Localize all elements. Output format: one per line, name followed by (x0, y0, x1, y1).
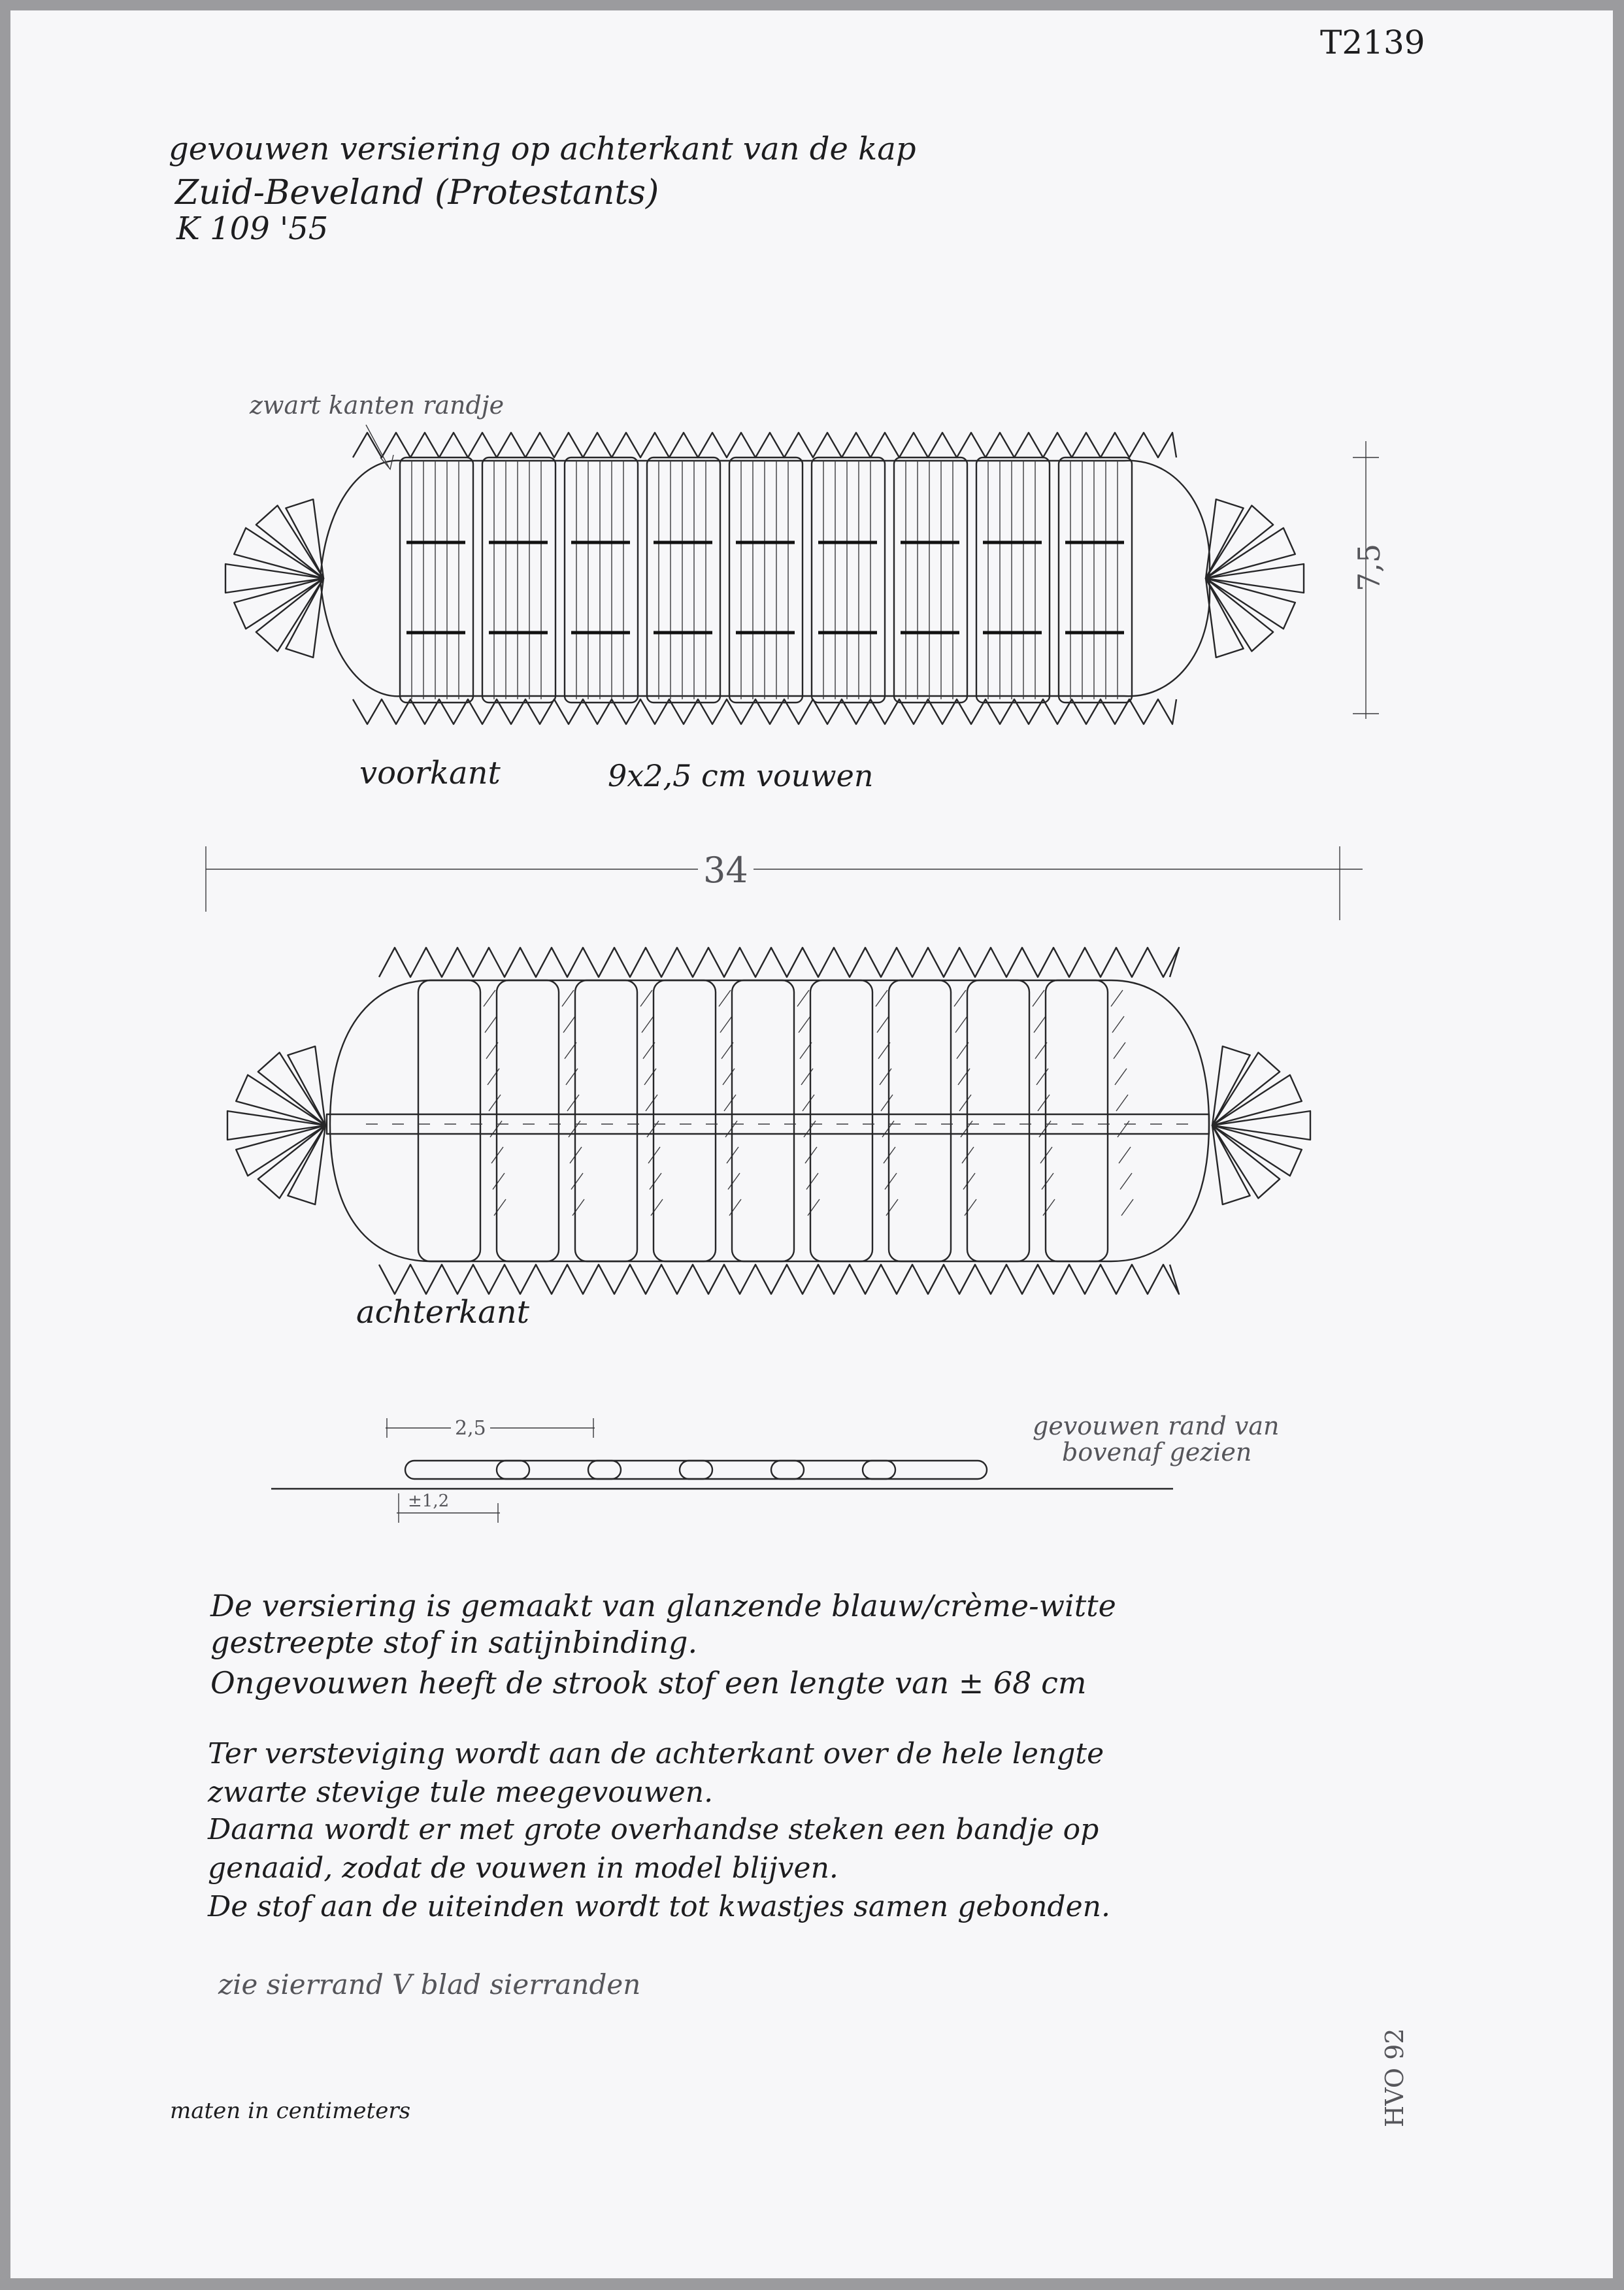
back-fold-hatching (1120, 1173, 1132, 1189)
back-fold-hatching (803, 1095, 814, 1111)
catalog-number: T2139 (1320, 24, 1425, 61)
instruction-line-3: Daarna wordt er met grote overhandse steken een bandje op (208, 1813, 1099, 1846)
lace-edge-callout: zwart kanten randje (250, 391, 505, 420)
back-fold-hatching (488, 1069, 499, 1085)
back-fold-hatching (1038, 1095, 1050, 1111)
back-fold-hatching (562, 990, 574, 1006)
back-fold-hatching (493, 1173, 505, 1189)
back-fold-hatching (958, 1069, 970, 1085)
back-fold-hatching (1114, 1042, 1125, 1059)
back-fold-2 (497, 980, 559, 1261)
back-fold-hatching (880, 1069, 891, 1085)
back-fold-hatching (963, 1173, 975, 1189)
back-fold-8 (967, 980, 1029, 1261)
fold-profile-1 (405, 1461, 529, 1479)
back-fold-hatching (1119, 1147, 1131, 1163)
back-fold-hatching (806, 1173, 818, 1189)
fold-width-dimension: 2,5 (451, 1417, 490, 1440)
back-fold-7 (889, 980, 951, 1261)
archive-code: HVO 92 (1380, 2028, 1409, 2127)
instruction-line-5: De stof aan de uiteinden wordt tot kwastjes samen gebonden. (208, 1890, 1110, 1923)
back-fold-hatching (1043, 1199, 1055, 1216)
back-fold-hatching (566, 1069, 578, 1085)
back-fold-hatching (886, 1199, 898, 1216)
front-fold-8 (976, 457, 1050, 703)
back-fold-hatching (651, 1199, 663, 1216)
front-fold-2 (482, 457, 555, 703)
front-fold-5 (729, 457, 803, 703)
description-line-3: Ongevouwen heeft de strook stof een lengte van ± 68 cm (210, 1665, 1087, 1701)
title-line-2: Zuid-Beveland (Protestants) (175, 173, 659, 212)
fold-profile-6 (863, 1461, 987, 1479)
fold-profile-2 (497, 1461, 621, 1479)
back-fold-hatching (881, 1095, 893, 1111)
back-fold-hatching (1042, 1173, 1053, 1189)
back-fold-hatching (567, 1095, 579, 1111)
description-line-1: De versiering is gemaakt van glanzende blauw/crème-witte (210, 1588, 1116, 1623)
back-fold-hatching (642, 1016, 654, 1033)
front-fold-1 (400, 457, 473, 703)
lace-callout-leader (366, 425, 389, 467)
back-lace-bottom (379, 1265, 1179, 1294)
back-fold-hatching (1118, 1121, 1129, 1137)
front-fold-3 (565, 457, 638, 703)
back-right-tassel (1212, 1046, 1310, 1204)
front-fold-6 (812, 457, 885, 703)
back-fold-hatching (1034, 1016, 1046, 1033)
fold-profile-4 (680, 1461, 804, 1479)
back-fold-hatching (876, 990, 887, 1006)
back-fold-hatching (1116, 1095, 1128, 1111)
back-fold-hatching (646, 1095, 657, 1111)
back-fold-hatching (728, 1173, 740, 1189)
back-fold-5 (732, 980, 794, 1261)
back-fold-hatching (572, 1199, 584, 1216)
back-fold-hatching (1111, 990, 1123, 1006)
back-fold-hatching (719, 990, 731, 1006)
front-fold-9 (1059, 457, 1132, 703)
back-fold-hatching (799, 1016, 810, 1033)
back-fold-hatching (808, 1199, 820, 1216)
title-line-1: gevouwen versiering op achterkant van de kap (169, 131, 916, 167)
instruction-line-4: genaaid, zodat de vouwen in model blijven. (208, 1851, 838, 1885)
title-line-3: K 109 '55 (176, 210, 329, 247)
instruction-line-1: Ter versteviging wordt aan de achterkant over de hele lengte (208, 1737, 1104, 1770)
back-left-tassel (227, 1046, 325, 1204)
units-note: maten in centimeters (170, 2098, 411, 2124)
front-left-tassel (225, 499, 323, 657)
front-lace-top (353, 433, 1176, 457)
back-fold-hatching (954, 990, 966, 1006)
back-fold-6 (810, 980, 872, 1261)
back-fold-hatching (1112, 1016, 1124, 1033)
front-view-caption: voorkant (359, 755, 501, 791)
fold-note-line-1: gevouwen rand van (1033, 1412, 1280, 1440)
back-fold-hatching (955, 1016, 967, 1033)
back-fold-4 (654, 980, 716, 1261)
back-fold-hatching (965, 1199, 976, 1216)
back-fold-hatching (1115, 1069, 1127, 1085)
back-fold-hatching (720, 1016, 732, 1033)
back-fold-hatching (571, 1173, 583, 1189)
back-fold-hatching (1033, 990, 1044, 1006)
back-body-outline (330, 980, 1209, 1261)
back-fold-hatching (489, 1095, 501, 1111)
back-fold-hatching (484, 990, 495, 1006)
back-fold-hatching (644, 1069, 656, 1085)
back-fold-hatching (1036, 1069, 1048, 1085)
back-fold-hatching (1121, 1199, 1133, 1216)
back-fold-1 (418, 980, 480, 1261)
back-fold-hatching (485, 1016, 497, 1033)
back-fold-9 (1046, 980, 1108, 1261)
fold-overlap-dimension: ±1,2 (408, 1491, 450, 1511)
front-fold-7 (894, 457, 967, 703)
front-right-tassel (1206, 499, 1304, 657)
reference-note: zie sierrand V blad sierranden (218, 1968, 641, 2000)
back-fold-hatching (563, 1016, 575, 1033)
back-fold-hatching (959, 1095, 971, 1111)
fold-profile-5 (771, 1461, 895, 1479)
back-view-caption: achterkant (356, 1294, 529, 1331)
fold-profile-3 (588, 1461, 712, 1479)
front-fold-4 (647, 457, 720, 703)
back-fold-hatching (729, 1199, 741, 1216)
back-lace-top (379, 948, 1179, 977)
fold-note-line-2: bovenaf gezien (1062, 1438, 1252, 1467)
overall-length-dimension: 34 (698, 850, 754, 891)
back-fold-3 (575, 980, 637, 1261)
back-fold-hatching (797, 990, 809, 1006)
back-fold-hatching (650, 1173, 661, 1189)
description-line-2: gestreepte stof in satijnbinding. (210, 1625, 698, 1660)
instruction-line-2: zwarte stevige tule meegevouwen. (208, 1776, 714, 1809)
back-fold-hatching (877, 1016, 889, 1033)
back-fold-hatching (640, 990, 652, 1006)
front-height-dimension: 7,5 (1351, 543, 1387, 591)
back-fold-hatching (723, 1069, 735, 1085)
back-fold-hatching (885, 1173, 897, 1189)
back-fold-hatching (494, 1199, 506, 1216)
back-fold-hatching (801, 1069, 813, 1085)
fold-count-caption: 9x2,5 cm vouwen (608, 758, 874, 793)
back-fold-hatching (724, 1095, 736, 1111)
